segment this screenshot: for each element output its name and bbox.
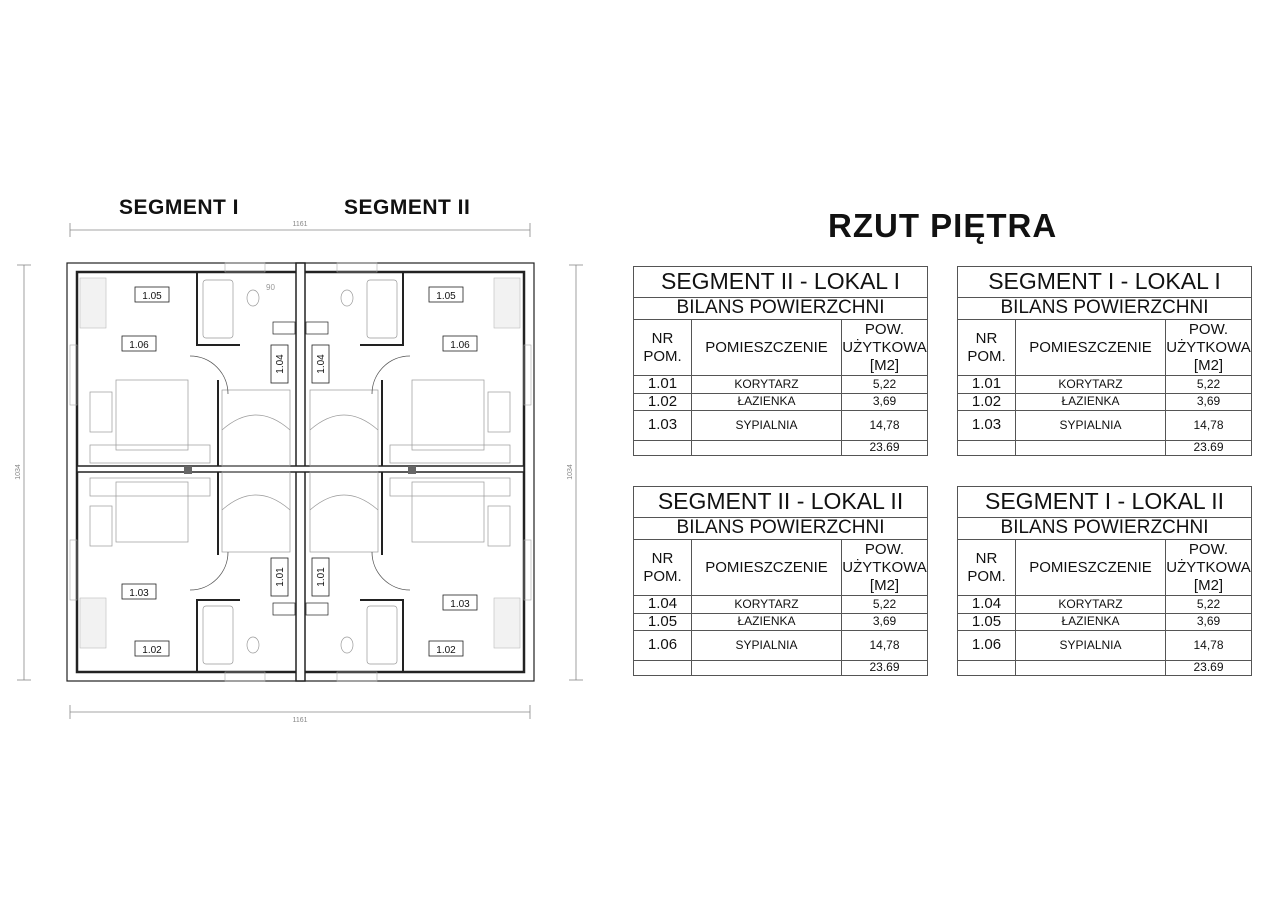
- room-area: 5,22: [1166, 596, 1252, 614]
- table-row: [958, 613, 1252, 631]
- room-number: 1.01: [958, 376, 1016, 394]
- table-row: [634, 393, 928, 411]
- segment-1-title: SEGMENT I: [119, 196, 240, 219]
- area-balance-table: [957, 486, 1252, 676]
- total-area: 23.69: [842, 661, 928, 676]
- column-header-room: POMIESZCZENIE: [692, 320, 842, 376]
- dim-height-right: 1034: [567, 464, 574, 480]
- table-row: [958, 393, 1252, 411]
- table-row: [958, 631, 1252, 661]
- room-area: 3,69: [1166, 393, 1252, 411]
- table-row: [634, 376, 928, 394]
- room-name: KORYTARZ: [692, 376, 842, 394]
- column-header-room: POMIESZCZENIE: [1016, 540, 1166, 596]
- table-title: SEGMENT I - LOKAL I: [958, 267, 1252, 298]
- room-name: SYPIALNIA: [1016, 631, 1166, 661]
- room-label: 1.05: [142, 291, 162, 302]
- table-row: [958, 411, 1252, 441]
- floor-plan-drawing: [0, 0, 600, 905]
- room-label: 1.03: [450, 599, 470, 610]
- room-label: 1.04: [275, 354, 286, 374]
- dim-width-bottom: 1161: [292, 717, 308, 724]
- room-number: 1.02: [958, 393, 1016, 411]
- room-name: ŁAZIENKA: [692, 613, 842, 631]
- column-header-nr: NR POM.: [634, 540, 692, 596]
- room-area: 3,69: [1166, 613, 1252, 631]
- room-number: 1.05: [958, 613, 1016, 631]
- empty-cell: [634, 441, 692, 456]
- page-title: RZUT PIĘTRA: [828, 207, 1058, 244]
- room-number: 1.03: [958, 411, 1016, 441]
- area-balance-table: [633, 266, 928, 456]
- table-row: [634, 411, 928, 441]
- column-header-nr: NR POM.: [634, 320, 692, 376]
- room-area: 3,69: [842, 393, 928, 411]
- empty-cell: [1016, 661, 1166, 676]
- room-area: 14,78: [842, 631, 928, 661]
- empty-cell: [634, 661, 692, 676]
- room-label: 1.02: [436, 645, 456, 656]
- room-name: ŁAZIENKA: [1016, 613, 1166, 631]
- room-label: 1.03: [129, 588, 149, 599]
- column-header-area: POW. UŻYTKOWA [M2]: [1166, 540, 1251, 594]
- room-name: ŁAZIENKA: [692, 393, 842, 411]
- table-title: SEGMENT II - LOKAL II: [634, 487, 928, 518]
- empty-cell: [958, 441, 1016, 456]
- empty-cell: [692, 441, 842, 456]
- total-row: [958, 661, 1252, 676]
- column-header-area: POW. UŻYTKOWA [M2]: [1166, 320, 1251, 374]
- room-name: ŁAZIENKA: [1016, 393, 1166, 411]
- table-row: [634, 596, 928, 614]
- room-area: 5,22: [1166, 376, 1252, 394]
- empty-cell: [958, 661, 1016, 676]
- total-row: [958, 441, 1252, 456]
- room-number: 1.03: [634, 411, 692, 441]
- room-number: 1.04: [958, 596, 1016, 614]
- small-dimension: 90: [266, 283, 275, 292]
- room-number: 1.01: [634, 376, 692, 394]
- total-area: 23.69: [842, 441, 928, 456]
- empty-cell: [692, 661, 842, 676]
- table-subtitle: BILANS POWIERZCHNI: [958, 298, 1252, 320]
- total-row: [634, 661, 928, 676]
- dim-height-left: 1034: [15, 464, 22, 480]
- room-area: 3,69: [842, 613, 928, 631]
- total-row: [634, 441, 928, 456]
- table-title: SEGMENT I - LOKAL II: [958, 487, 1252, 518]
- column-header-room: POMIESZCZENIE: [692, 540, 842, 596]
- room-number: 1.06: [958, 631, 1016, 661]
- room-label: 1.05: [436, 291, 456, 302]
- total-area: 23.69: [1166, 661, 1252, 676]
- room-name: KORYTARZ: [1016, 376, 1166, 394]
- room-area: 5,22: [842, 596, 928, 614]
- table-subtitle: BILANS POWIERZCHNI: [958, 518, 1252, 540]
- total-area: 23.69: [1166, 441, 1252, 456]
- room-name: KORYTARZ: [692, 596, 842, 614]
- room-label: 1.06: [129, 340, 149, 351]
- room-number: 1.04: [634, 596, 692, 614]
- segment-2-title: SEGMENT II: [344, 196, 471, 219]
- room-area: 5,22: [842, 376, 928, 394]
- table-subtitle: BILANS POWIERZCHNI: [634, 298, 928, 320]
- room-number: 1.05: [634, 613, 692, 631]
- outer-walls: [67, 263, 534, 681]
- room-label: 1.01: [275, 567, 286, 587]
- table-row: [958, 596, 1252, 614]
- table-row: [958, 376, 1252, 394]
- room-area: 14,78: [1166, 631, 1252, 661]
- room-area: 14,78: [1166, 411, 1252, 441]
- room-name: SYPIALNIA: [692, 411, 842, 441]
- empty-cell: [1016, 441, 1166, 456]
- room-name: SYPIALNIA: [692, 631, 842, 661]
- column-header-nr: NR POM.: [958, 540, 1016, 596]
- room-number: 1.02: [634, 393, 692, 411]
- room-area: 14,78: [842, 411, 928, 441]
- table-subtitle: BILANS POWIERZCHNI: [634, 518, 928, 540]
- room-name: KORYTARZ: [1016, 596, 1166, 614]
- room-name: SYPIALNIA: [1016, 411, 1166, 441]
- room-label: 1.02: [142, 645, 162, 656]
- column-header-nr: NR POM.: [958, 320, 1016, 376]
- room-label: 1.06: [450, 340, 470, 351]
- table-row: [634, 613, 928, 631]
- room-label: 1.04: [316, 354, 327, 374]
- column-header-area: POW. UŻYTKOWA [M2]: [842, 320, 927, 374]
- column-header-area: POW. UŻYTKOWA [M2]: [842, 540, 927, 594]
- table-title: SEGMENT II - LOKAL I: [634, 267, 928, 298]
- room-number: 1.06: [634, 631, 692, 661]
- room-label: 1.01: [316, 567, 327, 587]
- column-header-room: POMIESZCZENIE: [1016, 320, 1166, 376]
- table-row: [634, 631, 928, 661]
- area-balance-table: [957, 266, 1252, 456]
- dim-width-top: 1161: [292, 221, 308, 228]
- area-balance-table: [633, 486, 928, 676]
